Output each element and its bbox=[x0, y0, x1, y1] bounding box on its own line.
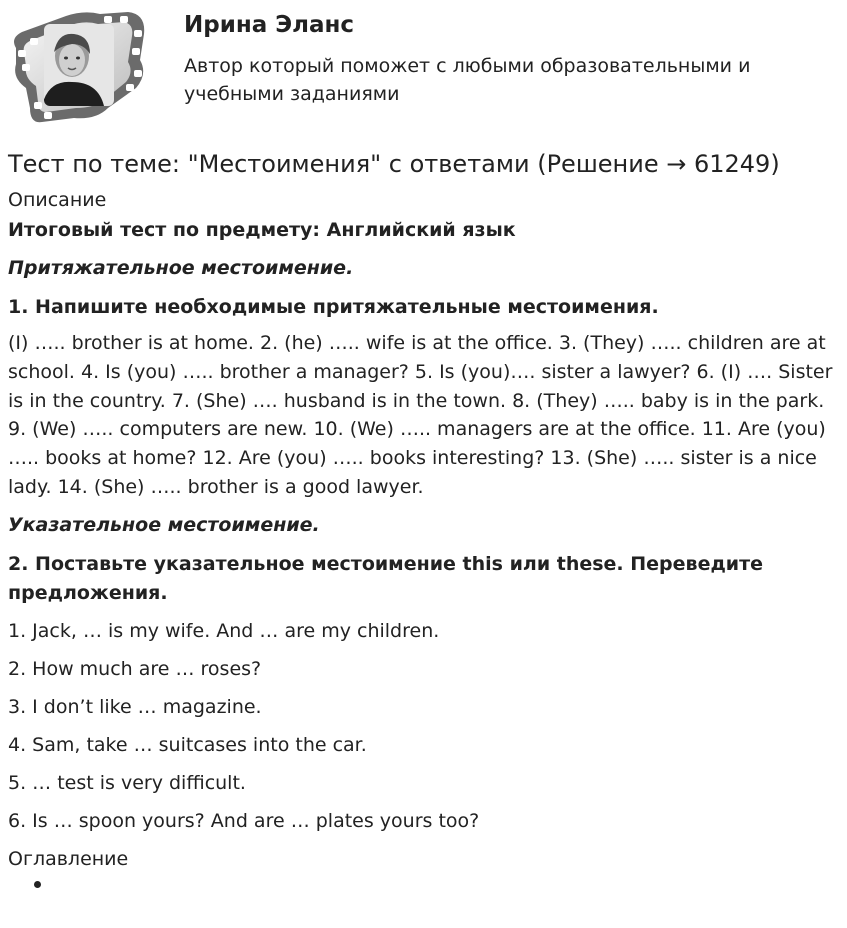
page-title: Тест по теме: "Местоимения" с ответами (Решение → 61249) bbox=[8, 150, 780, 178]
description-label: Описание bbox=[8, 189, 107, 211]
list-item: 4. Sam, take … suitcases into the car. bbox=[8, 734, 367, 756]
author-card bbox=[8, 8, 838, 128]
section-heading-possessive: Притяжательное местоимение. bbox=[8, 257, 354, 279]
author-description: Автор который поможет с любыми образовательными и учебными заданиями bbox=[184, 55, 751, 105]
list-item: 3. I don’t like … magazine. bbox=[8, 696, 262, 718]
list-item: 2. How much are … roses? bbox=[8, 658, 262, 680]
subject-line: Итоговый тест по предмету: Английский язык bbox=[8, 219, 516, 241]
author-name[interactable]: Ирина Эланс bbox=[184, 12, 355, 38]
list-item: 5. … test is very difficult. bbox=[8, 772, 246, 794]
section-heading-demonstrative: Указательное местоимение. bbox=[8, 514, 320, 537]
bullet-icon bbox=[34, 881, 41, 888]
author-avatar[interactable] bbox=[8, 8, 150, 126]
list-item: 6. Is … spoon yours? And are … plates yours too? bbox=[8, 810, 480, 832]
task-2-heading: 2. Поставьте указательное местоимение this или these. Переведите предложения. bbox=[8, 553, 764, 604]
film-reel-portrait-icon bbox=[8, 8, 150, 126]
task-1-text: (I) ….. brother is at home. 2. (he) ….. wife is at the office. 3. (They) ….. children are at school. 4. Is (you) ….. brother a manager? 5. Is (you)…. sister a lawyer? 6. (I) …. Sister is in the country. 7. (She) …. husband is in the town. 8. (They) ….. baby is in the park. 9. (We) ….. computers are new. 10. (We) ….. managers are at the office. 11. Are (you) ….. books at home? 12. Are (you) ….. books interesting? 13. (She) ….. sister is a nice lady. 14. (She) ….. brother is a good lawyer. bbox=[8, 332, 833, 498]
toc-item[interactable] bbox=[34, 873, 840, 892]
toc-list bbox=[8, 873, 840, 892]
document-body bbox=[8, 146, 840, 892]
task-1-heading: 1. Напишите необходимые притяжательные местоимения. bbox=[8, 295, 659, 318]
toc-label: Оглавление bbox=[8, 848, 129, 870]
list-item: 1. Jack, … is my wife. And … are my children. bbox=[8, 620, 440, 642]
